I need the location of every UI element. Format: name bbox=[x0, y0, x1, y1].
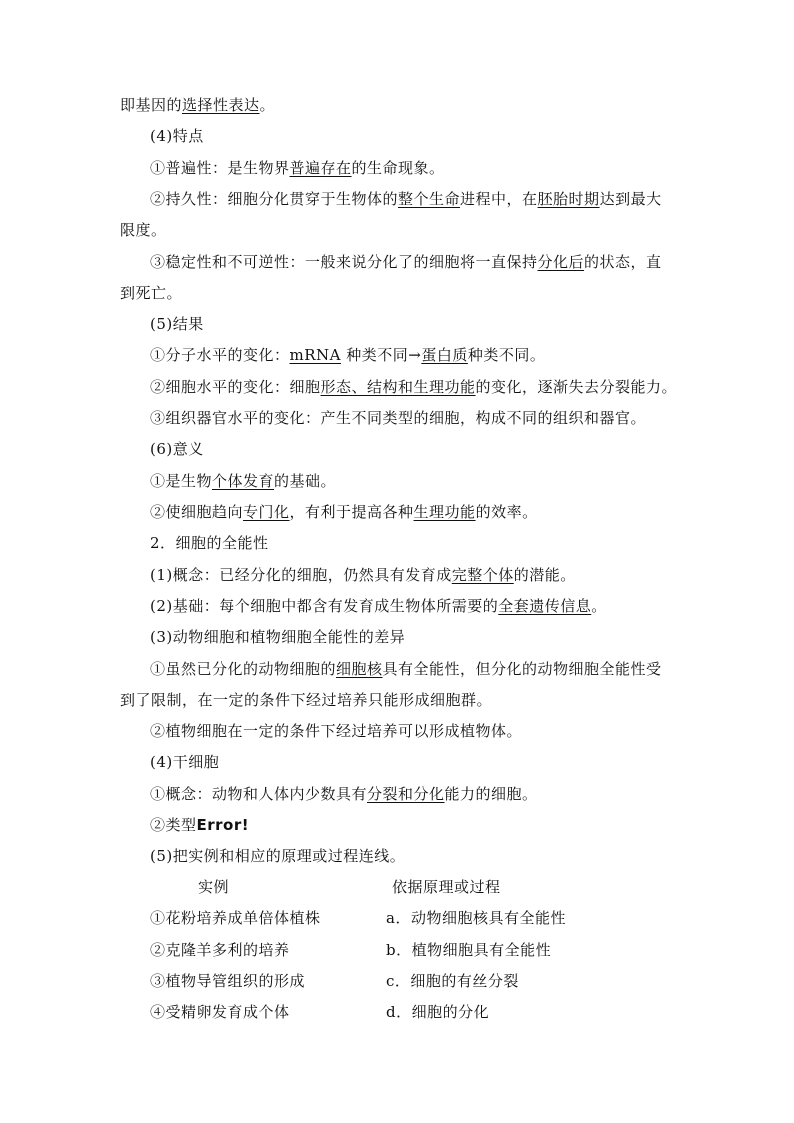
blank-answer: 细胞核 bbox=[336, 660, 383, 678]
blank-answer: 分裂和分化 bbox=[367, 785, 445, 803]
match-left-item: ①花粉培养成单倍体植株 bbox=[150, 909, 321, 927]
section-heading: (4)特点 bbox=[150, 127, 204, 145]
match-header-left: 实例 bbox=[198, 878, 230, 896]
match-left-item: ②克隆羊多利的培养 bbox=[150, 941, 290, 959]
para-line: ②植物细胞在一定的条件下经过培养可以形成植物体。 bbox=[150, 722, 523, 740]
section-heading: (5)结果 bbox=[150, 315, 204, 333]
para-line: ②使细胞趋向专门化，有利于提高各种生理功能的效率。 bbox=[150, 503, 538, 521]
section-heading: (6)意义 bbox=[150, 440, 204, 458]
para-line: 即基因的选择性表达。 bbox=[120, 96, 276, 114]
blank-answer: 选择性表达 bbox=[182, 96, 260, 114]
section-heading: (3)动物细胞和植物细胞全能性的差异 bbox=[150, 628, 406, 646]
section-heading: (5)把实例和相应的原理或过程连线。 bbox=[150, 847, 406, 865]
para-line: ①概念：动物和人体内少数具有分裂和分化能力的细胞。 bbox=[150, 785, 538, 803]
para-line: (2)基础：每个细胞中都含有发育成生物体所需要的全套遗传信息。 bbox=[150, 597, 607, 615]
match-right-item: d．细胞的分化 bbox=[386, 1003, 490, 1021]
blank-answer: 分化后 bbox=[537, 253, 585, 271]
para-line: ①是生物个体发育的基础。 bbox=[150, 472, 337, 490]
para-line: ①普遍性：是生物界普遍存在的生命现象。 bbox=[150, 159, 445, 177]
para-line: ①分子水平的变化：mRNA 种类不同→蛋白质种类不同。 bbox=[150, 346, 546, 364]
para-line: 到死亡。 bbox=[120, 284, 183, 302]
match-header-right: 依据原理或过程 bbox=[392, 878, 501, 896]
section-heading: 2．细胞的全能性 bbox=[150, 534, 269, 552]
blank-answer: mRNA bbox=[289, 346, 341, 364]
para-line: ③稳定性和不可逆性：一般来说分化了的细胞将一直保持分化后的状态，直 bbox=[150, 253, 662, 271]
para-line: ②持久性：细胞分化贯穿于生物体的整个生命进程中，在胚胎时期达到最大 bbox=[150, 190, 662, 208]
match-left-item: ③植物导管组织的形成 bbox=[150, 972, 306, 990]
blank-answer: 形态、结构和生理功能 bbox=[320, 378, 476, 396]
blank-answer: 全套遗传信息 bbox=[498, 597, 592, 615]
para-line: ③组织器官水平的变化：产生不同类型的细胞，构成不同的组织和器官。 bbox=[150, 409, 647, 427]
blank-answer: 生理功能 bbox=[413, 503, 476, 521]
para-line: (1)概念：已经分化的细胞，仍然具有发育成完整个体的潜能。 bbox=[150, 566, 576, 584]
para-line: ②类型Error! bbox=[150, 816, 250, 834]
match-right-item: a．动物细胞核具有全能性 bbox=[386, 909, 566, 927]
para-line: ②细胞水平的变化：细胞形态、结构和生理功能的变化，逐渐失去分裂能力。 bbox=[150, 378, 678, 396]
blank-answer: 蛋白质 bbox=[421, 346, 468, 364]
section-heading: (4)干细胞 bbox=[150, 753, 220, 771]
match-right-item: c．细胞的有丝分裂 bbox=[386, 972, 519, 990]
blank-answer: 完整个体 bbox=[451, 566, 514, 584]
para-line: 到了限制，在一定的条件下经过培养只能形成细胞群。 bbox=[120, 691, 493, 709]
blank-answer: 普遍存在 bbox=[289, 159, 352, 177]
para-line: ①虽然已分化的动物细胞的细胞核具有全能性，但分化的动物细胞全能性受 bbox=[150, 660, 662, 678]
blank-answer: 个体发育 bbox=[212, 472, 275, 490]
blank-answer: 整个生命 bbox=[398, 190, 461, 208]
blank-answer: 胚胎时期 bbox=[537, 190, 600, 208]
match-right-item: b．植物细胞具有全能性 bbox=[386, 941, 552, 959]
para-line: 限度。 bbox=[120, 221, 167, 239]
blank-answer: 专门化 bbox=[243, 503, 290, 521]
match-left-item: ④受精卵发育成个体 bbox=[150, 1003, 290, 1021]
error-text: Error! bbox=[196, 816, 250, 834]
